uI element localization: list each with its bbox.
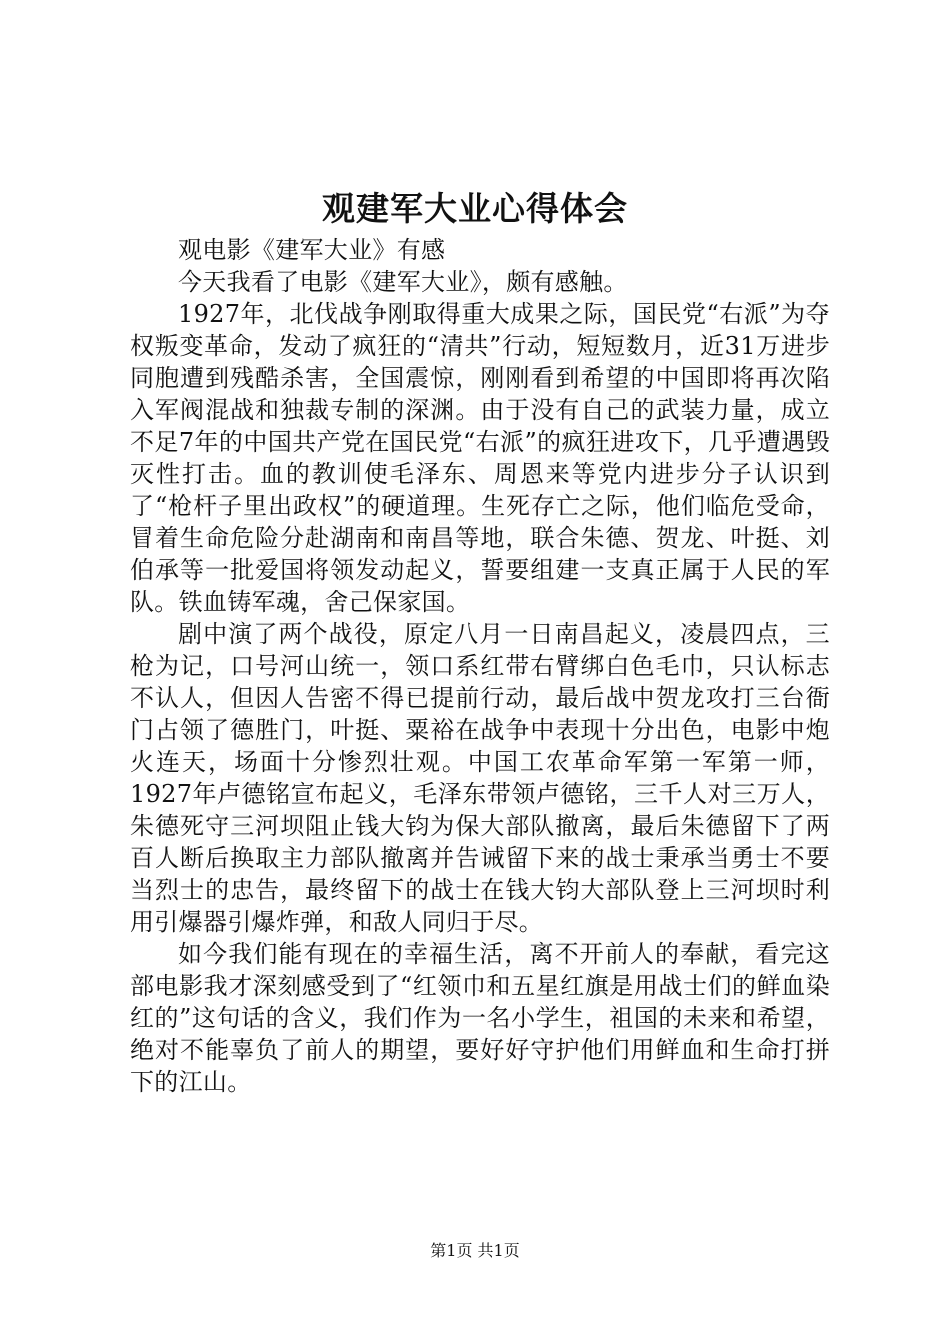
- paragraph-intro: 今天我看了电影《建军大业》，颇有感触。: [178, 268, 628, 296]
- paragraph-reflection: 如今我们能有现在的幸福生活，离不开前人的奉献，看完这部电影我才深刻感受到了“红领巾和五星红旗是用战士们的鲜血染红的”这句话的含义，我们作为一名小学生，祖国的未来和希望，绝对不能辜负了前人的期望，要好好守护他们用鲜血和生命打拼下的江山。: [130, 940, 830, 1096]
- paragraph-subtitle: 观电影《建军大业》有感: [178, 236, 446, 264]
- document-body: [130, 234, 830, 1098]
- document-title: 观建军大业心得体会: [322, 189, 628, 228]
- paragraph-history: 1927年，北伐战争刚取得重大成果之际，国民党“右派”为夺权叛变革命，发动了疯狂的“清共”行动，短短数月，近31万进步同胞遭到残酷杀害，全国震惊，刚刚看到希望的中国即将再次陷入军阀混战和独裁专制的深渊。由于没有自己的武装力量，成立不足7年的中国共产党在国民党“右派”的疯狂进攻下，几乎遭遇毁灭性打击。血的教训使毛泽东、周恩来等党内进步分子认识到了“枪杆子里出政权”的硬道理。生死存亡之际，他们临危受命，冒着生命危险分赴湖南和南昌等地，联合朱德、贺龙、叶挺、刘伯承等一批爱国将领发动起义，誓要组建一支真正属于人民的军队。铁血铸军魂，舍己保家国。: [130, 300, 830, 616]
- page-footer: 第1页 共1页: [430, 1241, 520, 1260]
- paragraph-battles: 剧中演了两个战役，原定八月一日南昌起义，凌晨四点，三枪为记，口号河山统一，领口系红带右臂绑白色毛巾，只认标志不认人，但因人告密不得已提前行动，最后战中贺龙攻打三台衙门占领了德胜门，叶挺、粟裕在战争中表现十分出色，电影中炮火连天，场面十分惨烈壮观。中国工农革命军第一军第一师，1927年卢德铭宣布起义，毛泽东带领卢德铭，三千人对三万人，朱德死守三河坝阻止钱大钧为保大部队撤离，最后朱德留下了两百人断后换取主力部队撤离并告诫留下来的战士秉承当勇士不要当烈士的忠告，最终留下的战士在钱大钧大部队登上三河坝时利用引爆器引爆炸弹，和敌人同归于尽。: [130, 620, 830, 936]
